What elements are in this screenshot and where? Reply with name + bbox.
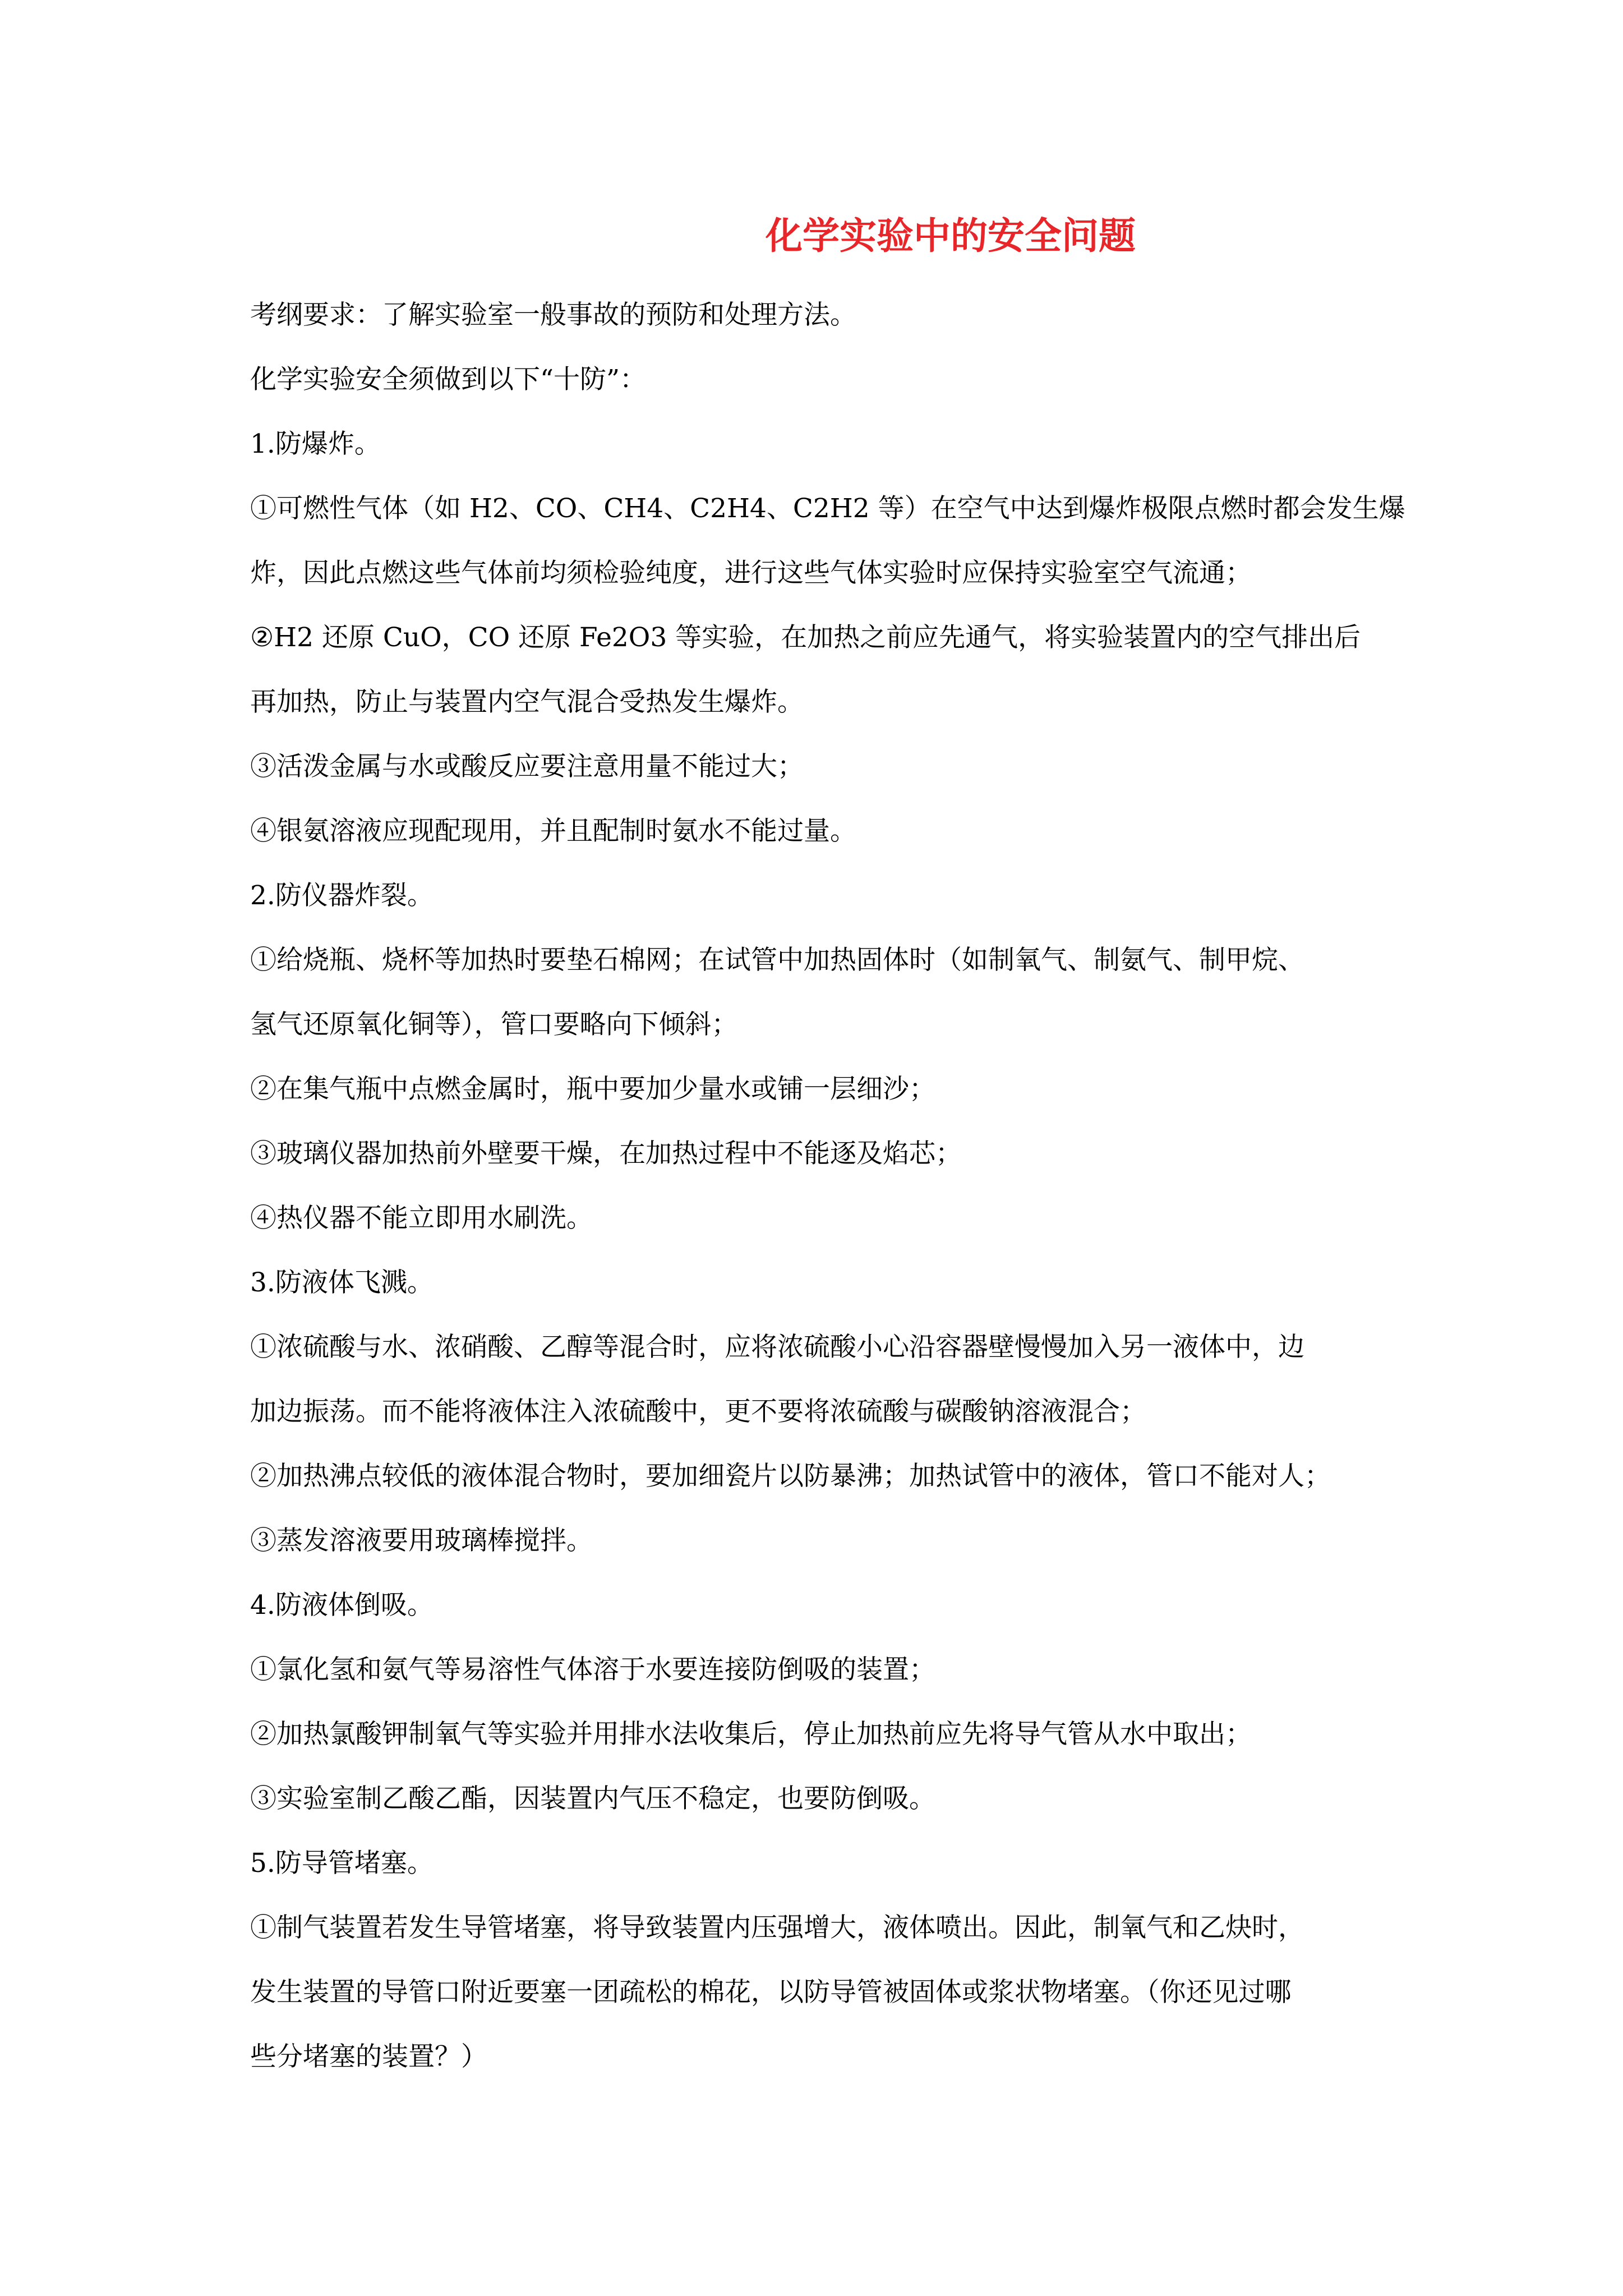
body-line: ④银氨溶液应现配现用，并且配制时氨水不能过量。 [250, 816, 856, 846]
body-line: ①浓硫酸与水、浓硝酸、乙醇等混合时，应将浓硫酸小心沿容器壁慢慢加入另一液体中，边 [250, 1332, 1304, 1363]
body-line: ②加热沸点较低的液体混合物时，要加细瓷片以防暴沸；加热试管中的液体，管口不能对人； [250, 1461, 1331, 1492]
section-heading: 4.防液体倒吸。 [250, 1590, 434, 1621]
body-line: ①氯化氢和氨气等易溶性气体溶于水要连接防倒吸的装置； [250, 1654, 935, 1685]
body-line: 化学实验安全须做到以下“十防”： [250, 364, 647, 395]
body-line: 发生装置的导管口附近要塞一团疏松的棉花，以防导管被固体或浆状物堵塞。（你还见过哪 [250, 1977, 1292, 2008]
section-heading: 1.防爆炸。 [250, 429, 381, 459]
body-line: 考纲要求：了解实验室一般事故的预防和处理方法。 [250, 300, 856, 330]
document-title: 化学实验中的安全问题 [766, 214, 1136, 257]
body-line: 氢气还原氧化铜等），管口要略向下倾斜； [250, 1009, 738, 1040]
body-line: ①制气装置若发生导管堵塞，将导致装置内压强增大，液体喷出。因此，制氧气和乙炔时， [250, 1912, 1304, 1943]
body-line: ①可燃性气体（如 H2、CO、CH4、C2H4、C2H2 等）在空气中达到爆炸极限点燃时都会发生爆 [250, 493, 1405, 524]
section-heading: 5.防导管堵塞。 [250, 1848, 434, 1879]
body-line: ③实验室制乙酸乙酯，因装置内气压不稳定，也要防倒吸。 [250, 1783, 935, 1814]
body-line: ②加热氯酸钾制氧气等实验并用排水法收集后，停止加热前应先将导气管从水中取出； [250, 1719, 1252, 1750]
body-line: ②H2 还原 CuO，CO 还原 Fe2O3 等实验，在加热之前应先通气，将实验装置内的空气排出后 [250, 622, 1361, 653]
body-line: 炸，因此点燃这些气体前均须检验纯度，进行这些气体实验时应保持实验室空气流通； [250, 558, 1252, 588]
body-line: ②在集气瓶中点燃金属时，瓶中要加少量水或铺一层细沙； [250, 1074, 935, 1105]
body-line: 些分堵塞的装置？） [250, 2041, 487, 2072]
body-line: 加边振荡。而不能将液体注入浓硫酸中，更不要将浓硫酸与碳酸钠溶液混合； [250, 1396, 1146, 1427]
body-line: ①给烧瓶、烧杯等加热时要垫石棉网；在试管中加热固体时（如制氧气、制氨气、制甲烷、 [250, 945, 1304, 976]
body-line: ③玻璃仪器加热前外壁要干燥，在加热过程中不能逐及焰芯； [250, 1138, 962, 1169]
body-line: 再加热，防止与装置内空气混合受热发生爆炸。 [250, 687, 804, 717]
body-line: ④热仪器不能立即用水刷洗。 [250, 1203, 593, 1234]
body-line: ③活泼金属与水或酸反应要注意用量不能过大； [250, 751, 804, 782]
body-line: ③蒸发溶液要用玻璃棒搅拌。 [250, 1525, 593, 1556]
section-heading: 2.防仪器炸裂。 [250, 880, 434, 911]
section-heading: 3.防液体飞溅。 [250, 1267, 434, 1298]
